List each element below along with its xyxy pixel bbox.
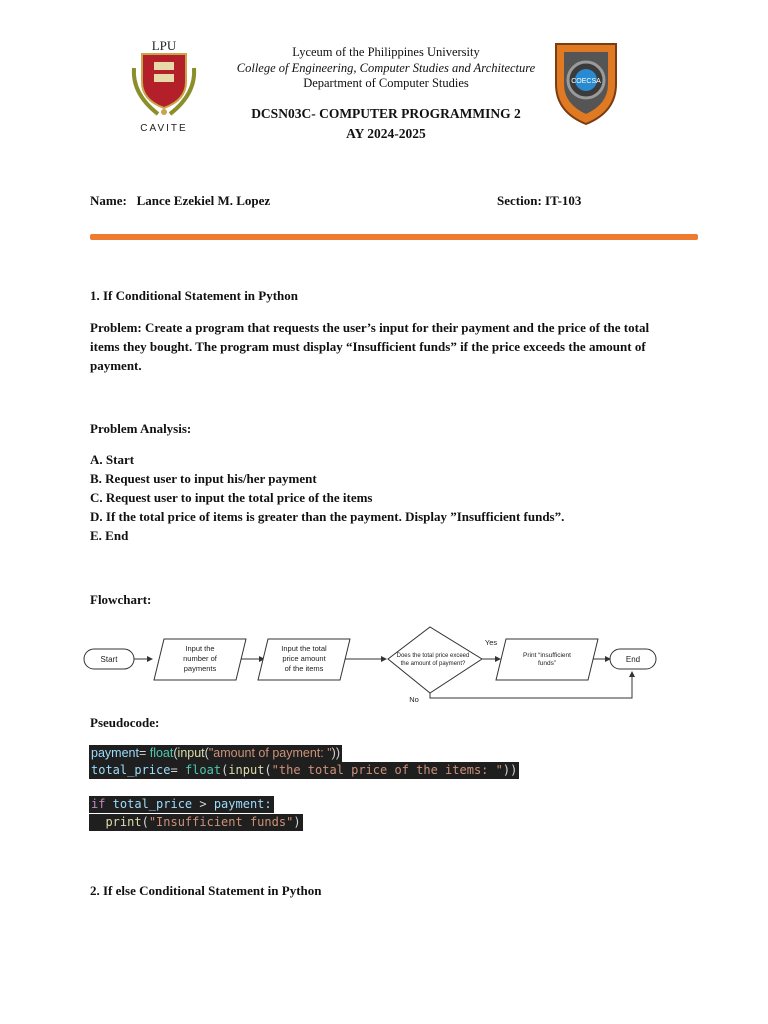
flow-decision-l1: Does the total price exceed [396, 653, 470, 659]
code-token: total_price [91, 763, 171, 777]
flow-input2-l1: Input the total [281, 644, 327, 653]
code-token: if [91, 797, 106, 811]
logo-cavite-text: CAVITE [140, 123, 188, 134]
flow-input1-l2: number of [183, 654, 217, 663]
code-token: float [149, 746, 174, 760]
flow-input2-l2: price amount [282, 654, 326, 663]
code-token: > [199, 797, 207, 811]
section-value: IT-103 [545, 193, 582, 208]
student-name-line [90, 191, 270, 210]
flowchart-diagram [80, 622, 660, 708]
flow-no-label: No [409, 695, 419, 704]
code-token: input [228, 763, 265, 777]
flow-start-label: Start [100, 655, 118, 664]
code-token: ( [173, 746, 178, 760]
lpu-cavite-logo [128, 38, 200, 134]
analysis-step: E. End [90, 528, 129, 543]
university-name: Lyceum of the Philippines University [292, 45, 480, 59]
code-token [91, 815, 105, 829]
code-token: print [105, 815, 142, 829]
academic-year: AY 2024-2025 [346, 126, 426, 141]
flow-input1-l1: Input the [185, 644, 215, 653]
college-name: College of Engineering, Computer Studies and Architecture [236, 61, 536, 75]
pseudocode-title: Pseudocode: [90, 715, 160, 730]
code-token: ( [221, 763, 229, 777]
code-token: ( [204, 746, 209, 760]
problem-statement: Problem: Create a program that requests the user’s input for their payment and the price of the total items they bought. The program must display “Insufficient funds” if the price exceeds the amount of payment. [90, 320, 650, 373]
flow-input1-l3: payments [183, 664, 217, 673]
course-title: DCSN03C- COMPUTER PROGRAMMING 2 [251, 106, 521, 121]
code-line-total-price [89, 762, 519, 779]
code-token: = [170, 763, 185, 777]
code-token: "Insufficient funds" [148, 815, 294, 829]
code-token: ( [264, 763, 272, 777]
section1-title: 1. If Conditional Statement in Python [90, 288, 299, 303]
flow-decision-l2: the amount of payment? [400, 661, 466, 667]
orange-divider [90, 234, 698, 240]
code-line-print [89, 814, 303, 831]
flow-input2-l3: of the items [284, 664, 324, 673]
code-token: ) [293, 815, 301, 829]
analysis-step: A. Start [90, 452, 135, 467]
code-line-if [89, 796, 274, 813]
flow-decision [388, 627, 482, 693]
student-name: Lance Ezekiel M. Lopez [136, 193, 271, 208]
section2-title: 2. If else Conditional Statement in Python [90, 883, 322, 898]
section-label: Section: [497, 193, 542, 208]
code-token: )) [331, 746, 340, 760]
flowchart-title: Flowchart: [90, 592, 152, 607]
code-token: float [184, 763, 222, 777]
logo-coecsa-text: COECSA [571, 78, 601, 85]
section-line [497, 191, 581, 210]
analysis-step: D. If the total price of items is greater than the payment. Display ”Insufficient funds”. [90, 509, 565, 524]
code-token: "amount of payment: " [208, 746, 332, 760]
department-name: Department of Computer Studies [303, 76, 469, 90]
code-token: "the total price of the items: " [271, 763, 503, 777]
analysis-step: C. Request user to input the total price of the items [90, 490, 373, 505]
problem-analysis-title: Problem Analysis: [90, 421, 192, 436]
code-token: ( [141, 815, 149, 829]
code-token: )) [502, 763, 518, 777]
flow-output-l2: funds” [537, 660, 557, 667]
code-token: total_price [105, 797, 200, 811]
flow-output-l1: Print “insufficient [523, 652, 571, 659]
logo-lpu-text: LPU [151, 38, 177, 53]
code-line-payment [89, 745, 342, 762]
analysis-step: B. Request user to input his/her payment [90, 471, 317, 486]
code-token: input [177, 746, 205, 760]
code-token: payment [91, 746, 139, 760]
flow-end-label: End [625, 655, 641, 664]
name-label: Name: [90, 193, 127, 208]
code-token: payment: [206, 797, 272, 811]
code-token: = [138, 746, 150, 760]
flow-yes-label: Yes [484, 638, 498, 647]
